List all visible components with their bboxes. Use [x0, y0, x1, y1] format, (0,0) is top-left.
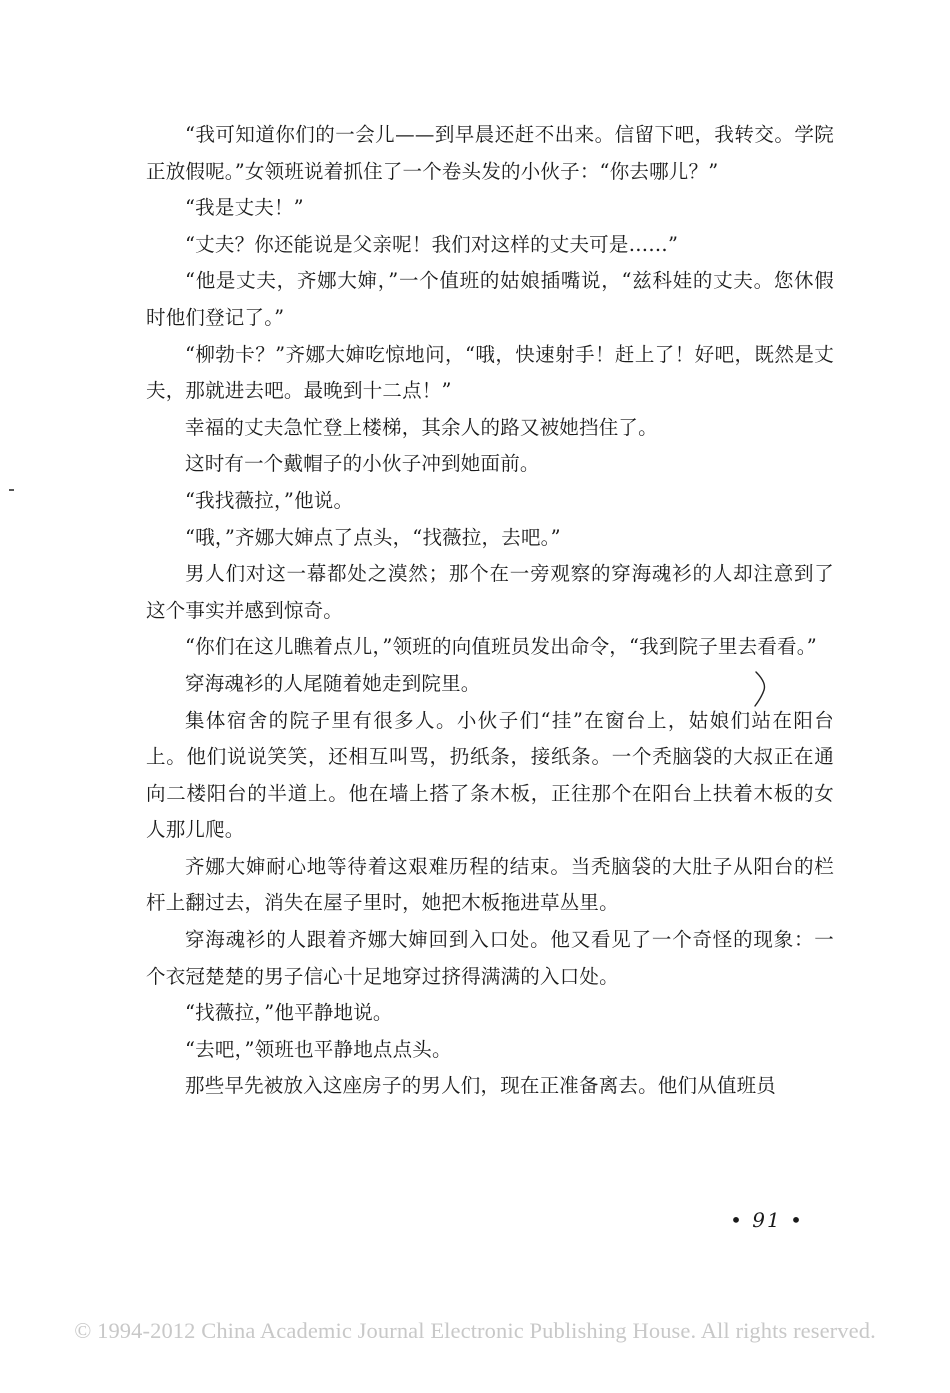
- paragraph: 集体宿舍的院子里有很多人。小伙子们“挂”在窗台上，姑娘们站在阳台上。他们说说笑笑，还相互叫骂，扔纸条，接纸条。一个秃脑袋的大叔正在通向二楼阳台的半道上。他在墙上搭了条木板，正往那个在阳台上扶着木板的女人那儿爬。: [146, 708, 834, 842]
- paragraph: 这时有一个戴帽子的小伙子冲到她面前。: [185, 452, 540, 476]
- paragraph: “我可知道你们的一会儿——到早晨还赶不出来。信留下吧，我转交。学院正放假呢。”女领班说着抓住了一个卷头发的小伙子：“你去哪儿？”: [146, 123, 834, 183]
- paragraph: 幸福的丈夫急忙登上楼梯，其余人的路又被她挡住了。: [185, 415, 658, 439]
- pen-mark: [752, 668, 772, 708]
- body-text: [146, 117, 834, 1105]
- paragraph: 那些早先被放入这座房子的男人们，现在正准备离去。他们从值班员: [185, 1074, 777, 1098]
- paragraph: “柳勃卡？”齐娜大婶吃惊地问，“哦，快速射手！赶上了！好吧，既然是丈夫，那就进去吧。最晚到十二点！”: [146, 342, 834, 403]
- paragraph: “哦，”齐娜大婶点了点头，“找薇拉，去吧。”: [185, 525, 561, 549]
- paragraph: “去吧，”领班也平静地点点头。: [185, 1037, 452, 1061]
- paragraph: “丈夫？你还能说是父亲呢！我们对这样的丈夫可是……”: [185, 232, 679, 256]
- paragraph: “我找薇拉，”他说。: [185, 488, 354, 512]
- paragraph: “找薇拉，”他平静地说。: [185, 1001, 393, 1025]
- margin-tick: [9, 489, 14, 491]
- paragraph: 齐娜大婶耐心地等待着这艰难历程的结束。当秃脑袋的大肚子从阳台的栏杆上翻过去，消失在屋子里时，她把木板拖进草丛里。: [146, 854, 834, 915]
- paragraph: “你们在这儿瞧着点儿，”领班的向值班员发出命令，“我到院子里去看看。”: [185, 635, 817, 659]
- paragraph: “我是丈夫！”: [185, 196, 304, 220]
- paragraph: 穿海魂衫的人跟着齐娜大婶回到入口处。他又看见了一个奇怪的现象：一个衣冠楚楚的男子信心十足地穿过挤得满满的入口处。: [146, 928, 834, 988]
- page-number: • 91 •: [730, 1208, 804, 1232]
- paragraph: “他是丈夫，齐娜大婶，”一个值班的姑娘插嘴说，“兹科娃的丈夫。您休假时他们登记了。”: [146, 269, 834, 329]
- copyright-footer: © 1994-2012 China Academic Journal Electronic Publishing House. All rights reserved.: [74, 1318, 876, 1343]
- paragraph: 穿海魂衫的人尾随着她走到院里。: [185, 671, 481, 695]
- paragraph: 男人们对这一幕都处之漠然；那个在一旁观察的穿海魂衫的人却注意到了这个事实并感到惊奇。: [146, 562, 834, 622]
